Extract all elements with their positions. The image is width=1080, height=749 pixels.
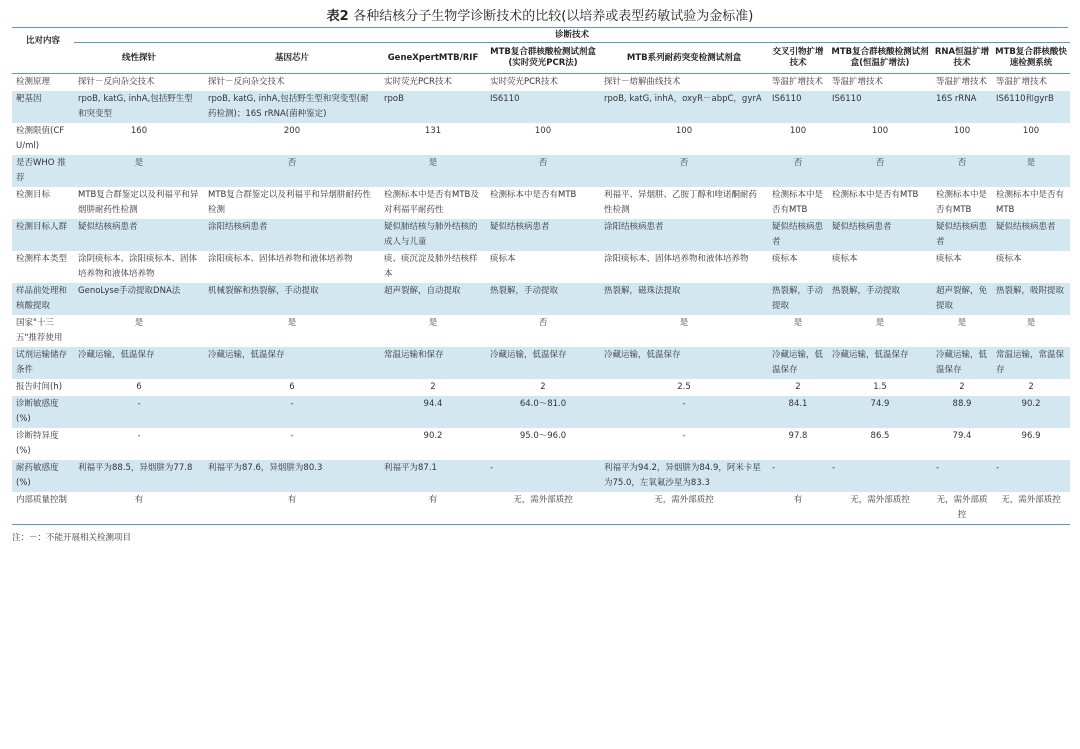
table-body	[12, 74, 1070, 525]
column-header: RNA恒温扩增技术	[932, 43, 992, 74]
table-cell: 否	[768, 155, 828, 187]
table-cell: -	[992, 460, 1070, 492]
table-row	[12, 379, 1070, 396]
table-cell: 利福平为87.6，异烟肼为80.3	[204, 460, 380, 492]
table-cell: rpoB, katG, inhA,包括野生型和突变型(耐药检测)；16S rRNA(菌种鉴定)	[204, 91, 380, 123]
table-cell: 冷藏运输，低温保存	[932, 347, 992, 379]
table-cell: -	[828, 460, 932, 492]
table-cell: 探针－熔解曲线技术	[604, 77, 681, 87]
table-cell: 有	[768, 492, 828, 525]
table-cell: 96.9	[1021, 431, 1041, 441]
table-cell: 200	[283, 126, 301, 136]
table-note: 注：－：不能开展相关检测项目	[12, 533, 132, 543]
row-label: 样品前处理和核酸提取	[12, 283, 74, 315]
table-cell: 1.5	[873, 382, 887, 392]
table-row	[12, 492, 1070, 525]
table-cell: 是	[957, 318, 967, 328]
table-cell: 等温扩增技术	[832, 77, 884, 87]
table-cell: 检测标本中是否有MTB	[936, 190, 988, 215]
row-label: 靶基因	[12, 91, 74, 123]
table-cell: 疑似结核病患者	[486, 219, 600, 251]
table-cell: 100	[789, 126, 807, 136]
table-cell: 冷藏运输，低温保存	[828, 347, 932, 379]
row-label: 试剂运输储存条件	[12, 347, 74, 379]
comparison-table	[12, 28, 1070, 525]
table-cell: 痰标本	[490, 254, 516, 264]
table-row	[12, 74, 1070, 92]
table-cell: 涂阳痰标本、固体培养物和液体培养物	[208, 254, 353, 264]
table-cell: 131	[424, 126, 442, 136]
row-label: 是否WHO 推荐	[12, 155, 74, 187]
table-cell: 常温运输，常温保存	[992, 347, 1070, 379]
table-title	[0, 0, 1080, 27]
row-label: 检测限值(CFU/ml)	[16, 126, 65, 151]
table-cell: rpoB, katG, inhA,包括野生型和突变型	[74, 91, 204, 123]
table-cell: 痰标本	[772, 254, 798, 264]
column-header: MTB复合群核酸快速检测系统	[992, 43, 1070, 74]
table-cell: IS6110	[486, 91, 600, 123]
table-cell: 否	[932, 155, 992, 187]
table-cell: 冷藏运输，低温保存	[768, 347, 828, 379]
table-cell: 否	[204, 155, 380, 187]
table-cell: 94.4	[380, 396, 486, 428]
table-cell: rpoB	[380, 91, 486, 123]
table-row	[12, 283, 1070, 315]
row-label: 报告时间(h)	[16, 382, 63, 392]
table-cell: 16S rRNA	[932, 91, 992, 123]
table-cell: 机械裂解和热裂解，手动提取	[204, 283, 380, 315]
table-cell: -	[682, 431, 686, 441]
table-cell: 6	[136, 382, 142, 392]
row-label: 检测目标	[16, 190, 51, 200]
row-label: 检测原理	[16, 77, 51, 87]
table-cell: 2	[1028, 382, 1034, 392]
table-cell: 痰标本	[996, 254, 1022, 264]
table-row	[12, 460, 1070, 492]
table-row	[12, 123, 1070, 155]
table-cell: 疑似结核病患者	[74, 219, 204, 251]
table-cell: 是	[380, 155, 486, 187]
column-header: MTB系列耐药突变检测试剂盒	[600, 43, 768, 74]
table-cell: 超声裂解，自动提取	[380, 283, 486, 315]
table-cell: -	[137, 431, 141, 441]
table-cell: 有	[380, 492, 486, 525]
row-label: 检测样本类型	[16, 254, 68, 264]
table-cell: -	[600, 396, 768, 428]
table-cell: 疑似结核病患者	[768, 219, 828, 251]
table-cell: 无，需外部质控	[992, 492, 1070, 525]
table-cell: 2.5	[677, 382, 691, 392]
table-cell: -	[932, 460, 992, 492]
table-cell: 痰标本	[832, 254, 858, 264]
column-header: GeneXpertMTB/RIF	[380, 43, 486, 74]
table-cell: 90.2	[992, 396, 1070, 428]
header-columns-row	[12, 43, 1070, 74]
table-cell: MTB复合群鉴定以及利福平和异烟肼耐药性检测	[78, 190, 199, 215]
table-cell: 检测标本中是否有MTB	[772, 190, 824, 215]
table-caption: 各种结核分子生物学诊断技术的比较(以培养或表型药敏试验为金标准)	[353, 9, 754, 24]
table-cell: 痰、痰沉淀及肺外结核样本	[384, 254, 478, 279]
table-cell: IS6110和gyrB	[992, 91, 1070, 123]
table-cell: 无，需外部质控	[828, 492, 932, 525]
row-label: 诊断特异度(%)	[16, 431, 59, 456]
table-cell: 无，需外部质控	[932, 492, 992, 525]
table-cell: 是	[679, 318, 689, 328]
table-cell: 利福平为94.2，异烟肼为84.9，阿米卡星为75.0，左氧氟沙星为83.3	[600, 460, 768, 492]
column-header: 基因芯片	[204, 43, 380, 74]
table-cell: 冷藏运输，低温保存	[486, 347, 600, 379]
table-cell: 6	[289, 382, 295, 392]
table-cell: 等温扩增技术	[996, 77, 1048, 87]
table-cell: 检测标本中是否有MTB	[832, 190, 919, 200]
table-cell: -	[290, 431, 294, 441]
table-cell: 热裂解，手动提取	[486, 283, 600, 315]
table-row	[12, 396, 1070, 428]
table-cell: 涂阳痰标本、固体培养物和液体培养物	[604, 254, 749, 264]
table-cell: 是	[793, 318, 803, 328]
table-cell: 检测标本中是否有MTB及对利福平耐药性	[384, 190, 479, 215]
table-row	[12, 428, 1070, 460]
table-cell: 检测标本中是否有MTB	[996, 190, 1065, 215]
table-cell: 冷藏运输，低温保存	[204, 347, 380, 379]
table-cell: MTB复合群鉴定以及利福平和异烟肼耐药性检测	[208, 190, 371, 215]
header-group-row	[12, 28, 1070, 43]
table-cell: 利福平为87.1	[380, 460, 486, 492]
table-cell: 95.0～96.0	[519, 431, 567, 441]
column-header: MTB复合群核酸检测试剂盒(实时荧光PCR法)	[486, 43, 600, 74]
table-row	[12, 187, 1070, 219]
table-cell: 160	[130, 126, 148, 136]
header-corner: 比对内容	[12, 28, 74, 74]
table-cell: 97.8	[788, 431, 808, 441]
table-cell: 100	[534, 126, 552, 136]
table-cell: 热裂解，手动提取	[768, 283, 828, 315]
table-cell: 涂阳结核病患者	[204, 219, 380, 251]
table-row	[12, 251, 1070, 283]
table-cell: 否	[538, 318, 548, 328]
table-cell: -	[768, 460, 828, 492]
table-cell: 实时荧光PCR技术	[384, 77, 452, 87]
table-row	[12, 91, 1070, 123]
row-label: 耐药敏感度(%)	[12, 460, 74, 492]
table-cell: 无，需外部质控	[600, 492, 768, 525]
table-cell: 79.4	[952, 431, 972, 441]
table-cell: 热裂解，磁珠法提取	[600, 283, 768, 315]
table-row	[12, 315, 1070, 347]
table-cell: 2	[795, 382, 801, 392]
table-cell: IS6110	[828, 91, 932, 123]
table-cell: 84.1	[768, 396, 828, 428]
table-cell: 64.0～81.0	[486, 396, 600, 428]
table-row	[12, 347, 1070, 379]
header-group: 诊断技术	[74, 28, 1070, 43]
table-cell: 冷藏运输，低温保存	[600, 347, 768, 379]
table-cell: 是	[1026, 318, 1036, 328]
table-cell: 是	[875, 318, 885, 328]
row-label: 国家"十三五"推荐使用	[16, 318, 63, 343]
table-row	[12, 219, 1070, 251]
table-cell: 等温扩增技术	[936, 77, 988, 87]
row-label: 内部质量控制	[12, 492, 74, 525]
table-cell: 是	[134, 318, 144, 328]
table-cell: 是	[992, 155, 1070, 187]
table-cell: 检测标本中是否有MTB	[490, 190, 577, 200]
table-cell: 有	[74, 492, 204, 525]
table-cell: 冷藏运输，低温保存	[74, 347, 204, 379]
table-cell: 痰标本	[936, 254, 962, 264]
table-number: 表2	[326, 9, 349, 24]
table-cell: 等温扩增技术	[772, 77, 824, 87]
table-cell: 否	[486, 155, 600, 187]
table-cell: 超声裂解，免提取	[932, 283, 992, 315]
table-cell: 100	[675, 126, 693, 136]
table-cell: 利福平为88.5，异烟肼为77.8	[74, 460, 204, 492]
table-cell: 利福平、异烟肼、乙胺丁醇和喹诺酮耐药性检测	[604, 190, 758, 215]
table-cell: IS6110	[768, 91, 828, 123]
table-cell: 是	[74, 155, 204, 187]
column-header: 交叉引物扩增技术	[768, 43, 828, 74]
table-cell: -	[486, 460, 600, 492]
table-cell: 86.5	[870, 431, 890, 441]
table-cell: 100	[871, 126, 889, 136]
table-cell: GenoLyse手动提取DNA法	[74, 283, 204, 315]
table-cell: 有	[204, 492, 380, 525]
table-cell: 探针－反向杂交技术	[78, 77, 155, 87]
table-cell: 2	[959, 382, 965, 392]
table-cell: -	[74, 396, 204, 428]
table-cell: 涂阴痰标本、涂阳痰标本、固体培养物和液体培养物	[78, 254, 198, 279]
row-label: 检测目标人群	[12, 219, 74, 251]
table-cell: 涂阳结核病患者	[600, 219, 768, 251]
table-cell: 74.9	[828, 396, 932, 428]
row-label: 诊断敏感度(%)	[12, 396, 74, 428]
table-cell: 疑似结核病患者	[828, 219, 932, 251]
table-cell: 88.9	[932, 396, 992, 428]
table-cell: 2	[430, 382, 436, 392]
table-cell: 100	[1022, 126, 1040, 136]
table-cell: 热裂解，吸附提取	[992, 283, 1070, 315]
table-cell: 否	[828, 155, 932, 187]
table-cell: 2	[540, 382, 546, 392]
table-cell: 100	[953, 126, 971, 136]
column-header: 线性探针	[74, 43, 204, 74]
table-cell: 疑似结核病患者	[992, 219, 1070, 251]
table-row	[12, 155, 1070, 187]
table-cell: 疑似结核病患者	[932, 219, 992, 251]
table-cell: 常温运输和保存	[380, 347, 486, 379]
table-cell: 探针－反向杂交技术	[208, 77, 285, 87]
table-cell: 90.2	[423, 431, 443, 441]
table-cell: -	[204, 396, 380, 428]
column-header: MTB复合群核酸检测试剂盒(恒温扩增法)	[828, 43, 932, 74]
table-cell: 否	[600, 155, 768, 187]
table-cell: 实时荧光PCR技术	[490, 77, 558, 87]
table-cell: 疑似肺结核与肺外结核的成人与儿童	[380, 219, 486, 251]
table-cell: 无，需外部质控	[486, 492, 600, 525]
table-cell: rpoB, katG, inhA，oxyR－abpC，gyrA	[600, 91, 768, 123]
table-cell: 是	[287, 318, 297, 328]
table-cell: 是	[428, 318, 438, 328]
table-cell: 热裂解，手动提取	[828, 283, 932, 315]
